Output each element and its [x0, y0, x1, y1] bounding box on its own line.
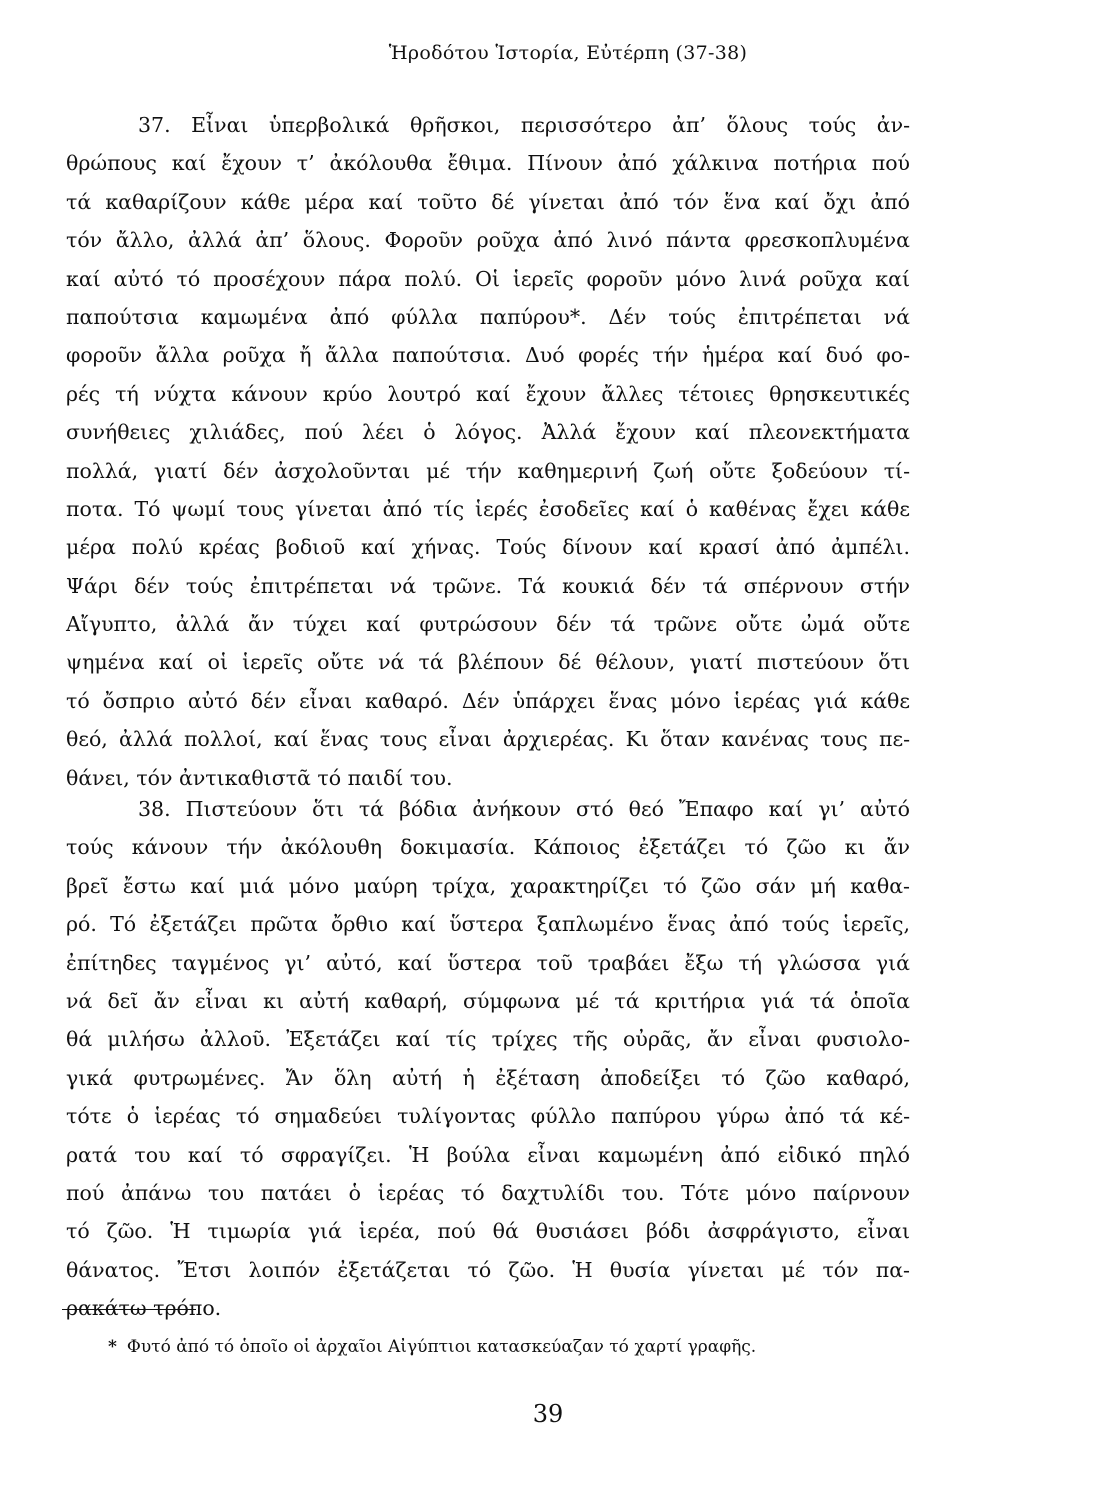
text-line: 38. Πιστεύουν ὅτι τά βόδια ἀνήκουν στό θεό Ἔπαφο καί γι’ αὐτό: [138, 797, 910, 821]
text-line: τό ζῶο. Ἡ τιμωρία γιά ἱερέα, πού θά θυσιάσει βόδι ἀσφράγιστο, εἶναι: [66, 1219, 910, 1244]
text-line: καί αὐτό τό προσέχουν πάρα πολύ. Οἱ ἱερεῖς φοροῦν μόνο λινά ροῦχα καί: [66, 266, 910, 291]
text-line: γικά φυτρωμένες. Ἄν ὅλη αὐτή ἡ ἐξέταση ἀποδείξει τό ζῶο καθαρό,: [66, 1065, 910, 1090]
page-number: 39: [532, 1400, 564, 1428]
text-line: ἐπίτηδες ταγμένος γι’ αὐτό, καί ὕστερα τοῦ τραβάει ἔξω τή γλώσσα γιά: [66, 950, 910, 975]
text-line: τό ὄσπριο αὐτό δέν εἶναι καθαρό. Δέν ὑπάρχει ἕνας μόνο ἱερέας γιά κάθε: [66, 688, 910, 713]
text-line: πού ἀπάνω του πατάει ὁ ἱερέας τό δαχτυλίδι του. Τότε μόνο παίρνουν: [66, 1180, 910, 1205]
text-line: ρατά του καί τό σφραγίζει. Ἡ βούλα εἶναι καμωμένη ἀπό εἰδικό πηλό: [66, 1142, 910, 1167]
running-header: Ἡροδότου Ἱστορία, Εὐτέρπη (37-38): [388, 42, 748, 64]
text-line: θεό, ἀλλά πολλοί, καί ἕνας τους εἶναι ἀρχιερέας. Κι ὅταν κανένας τους πε-: [66, 727, 910, 752]
text-line: τούς κάνουν τήν ἀκόλουθη δοκιμασία. Κάποιος ἐξετάζει τό ζῶο κι ἄν: [66, 835, 910, 860]
text-line: 37. Εἶναι ὑπερβολικά θρῆσκοι, περισσότερο ἀπ’ ὅλους τούς ἀν-: [138, 113, 910, 137]
text-line: Αἴγυπτο, ἀλλά ἄν τύχει καί φυτρώσουν δέν τά τρῶνε οὔτε ὠμά οὔτε: [66, 612, 910, 637]
text-line: πολλά, γιατί δέν ἀσχολοῦνται μέ τήν καθημερινή ζωή οὔτε ξοδεύουν τί-: [66, 458, 910, 483]
text-line: ποτα. Τό ψωμί τους γίνεται ἀπό τίς ἱερές ἐσοδεῖες καί ὁ καθένας ἔχει κάθε: [66, 496, 910, 521]
footnote-text: Φυτό ἀπό τό ὁποῖο οἱ ἀρχαῖοι Αἰγύπτιοι κατασκεύαζαν τό χαρτί γραφῆς.: [126, 1337, 757, 1357]
text-line: θά μιλήσω ἀλλοῦ. Ἐξετάζει καί τίς τρίχες τῆς οὐρᾶς, ἄν εἶναι φυσιολο-: [66, 1027, 910, 1052]
text-line: θάνει, τόν ἀντικαθιστᾶ τό παιδί του.: [66, 765, 453, 790]
footnote-divider: [62, 1309, 196, 1310]
paragraph-38: [66, 790, 910, 1327]
text-line: Ψάρι δέν τούς ἐπιτρέπεται νά τρῶνε. Τά κουκιά δέν τά σπέρνουν στήν: [66, 573, 910, 598]
footnote-marker: *: [108, 1337, 117, 1357]
text-line: συνήθειες χιλιάδες, πού λέει ὁ λόγος. Ἀλλά ἔχουν καί πλεονεκτήματα: [66, 420, 910, 445]
text-line: τά καθαρίζουν κάθε μέρα καί τοῦτο δέ γίνεται ἀπό τόν ἕνα καί ὄχι ἀπό: [66, 189, 910, 214]
text-line: ρακάτω τρόπο.: [66, 1296, 222, 1321]
text-line: βρεῖ ἔστω καί μιά μόνο μαύρη τρίχα, χαρακτηρίζει τό ζῶο σάν μή καθα-: [66, 873, 910, 898]
text-line: ψημένα καί οἱ ἱερεῖς οὔτε νά τά βλέπουν δέ θέλουν, γιατί πιστεύουν ὅτι: [66, 650, 910, 675]
text-line: τόν ἄλλο, ἀλλά ἀπ’ ὅλους. Φοροῦν ροῦχα ἀπό λινό πάντα φρεσκοπλυμένα: [66, 228, 910, 253]
text-line: νά δεῖ ἄν εἶναι κι αὐτή καθαρή, σύμφωνα μέ τά κριτήρια γιά τά ὁποῖα: [66, 988, 910, 1013]
text-line: θάνατος. Ἔτσι λοιπόν ἐξετάζεται τό ζῶο. Ἡ θυσία γίνεται μέ τόν πα-: [66, 1257, 910, 1282]
text-line: θρώπους καί ἔχουν τ’ ἀκόλουθα ἔθιμα. Πίνουν ἀπό χάλκινα ποτήρια πού: [66, 151, 910, 176]
text-line: ρές τή νύχτα κάνουν κρύο λουτρό καί ἔχουν ἄλλες τέτοιες θρησκευτικές: [66, 381, 910, 406]
paragraph-37: [66, 106, 910, 797]
footnote: [108, 1337, 756, 1357]
text-line: τότε ὁ ἱερέας τό σημαδεύει τυλίγοντας φύλλο παπύρου γύρω ἀπό τά κέ-: [66, 1104, 910, 1129]
text-line: παπούτσια καμωμένα ἀπό φύλλα παπύρου*. Δέν τούς ἐπιτρέπεται νά: [66, 304, 910, 329]
text-line: ρό. Τό ἐξετάζει πρῶτα ὄρθιο καί ὕστερα ξαπλωμένο ἕνας ἀπό τούς ἱερεῖς,: [66, 912, 910, 937]
text-line: φοροῦν ἄλλα ροῦχα ἤ ἄλλα παπούτσια. Δυό φορές τήν ἡμέρα καί δυό φο-: [66, 343, 910, 368]
text-line: μέρα πολύ κρέας βοδιοῦ καί χήνας. Τούς δίνουν καί κρασί ἀπό ἀμπέλι.: [66, 535, 910, 560]
